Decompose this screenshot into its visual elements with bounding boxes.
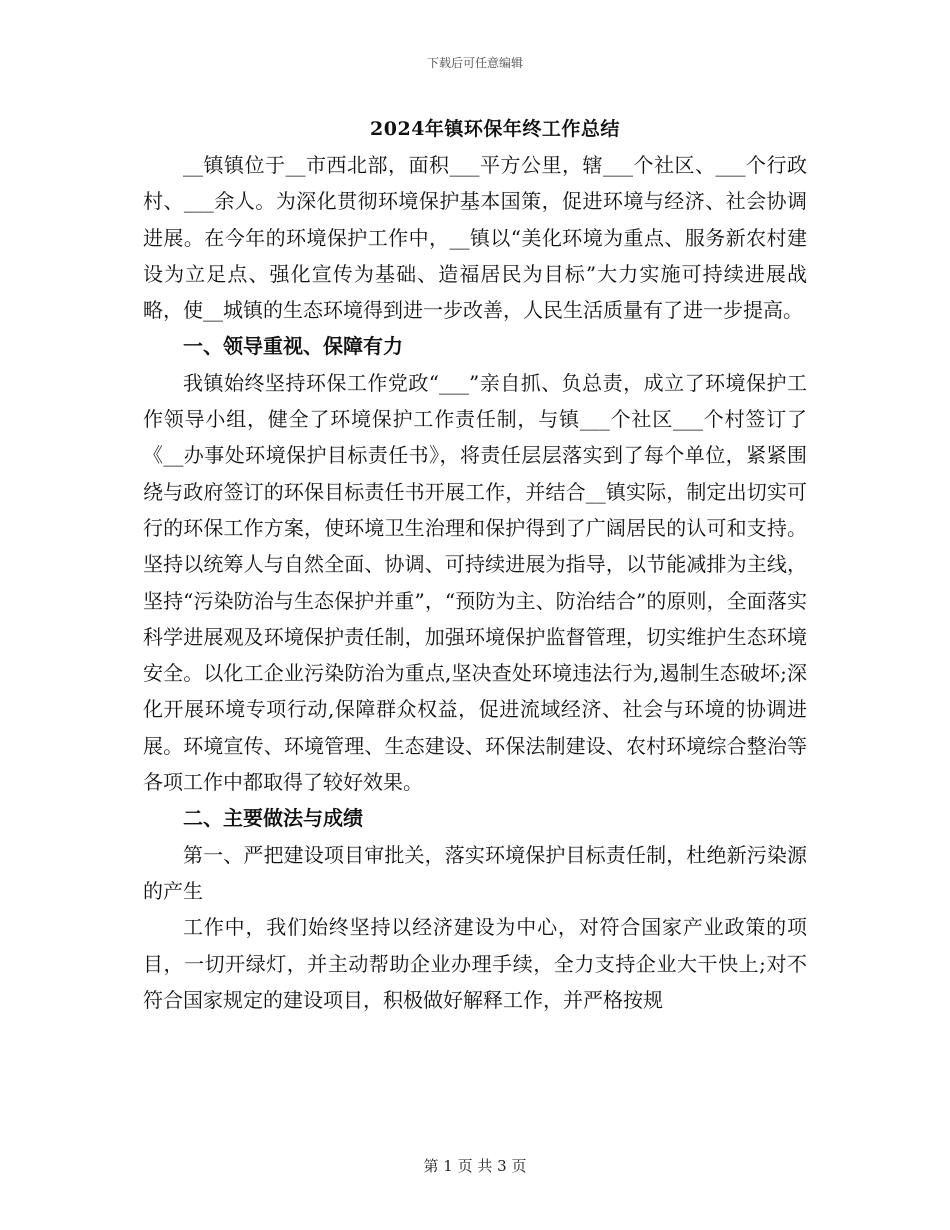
header-note: 下载后可任意编辑 [426,56,523,70]
section-heading-1: 一、领导重视、保障有力 [183,334,403,359]
section-heading-2: 二、主要做法与成绩 [183,806,363,831]
section-1-paragraph: 我镇始终坚持环保工作党政“___”亲自抓、负总责，成立了环境保护工作领导小组，健全了环境保护工作责任制，与镇___个社区___个村签订了《__办事处环境保护目标责任书》，将责任层层落实到了每个单位，紧紧围绕与政府签订的环保目标责任书开展工作，并结合__镇实际，制定出切实可行的环保工作方案，使环境卫生治理和保护得到了广阔居民的认可和支持。坚持以统筹人与自然全面、协调、可持续进展为指导，以节能减排为主线，坚持“污染防治与生态保护并重”，“预防为主、防治结合”的原则，全面落实科学进展观及环境保护责任制，加强环境保护监督管理，切实维护生态环境安全。以化工企业污染防治为重点,坚决查处环境违法行为,遏制生态破坏;深化开展环境专项行动,保障群众权益，促进流域经济、社会与环境的协调进展。环境宣传、环境管理、生态建设、环保法制建设、农村环境综合整治等各项工作中都取得了较好效果。 [143,370,807,795]
document-title: 2024年镇环保年终工作总结 [370,118,620,140]
subsection-1-paragraph: 工作中，我们始终坚持以经济建设为中心，对符合国家产业政策的项目，一切开绿灯，并主动帮助企业办理手续，全力支持企业大干快上;对不符合国家规定的建设项目，积极做好解释工作，并严格按规 [143,915,807,1012]
subsection-1-title: 第一、严把建设项目审批关，落实环境保护目标责任制，杜绝新污染源的产生 [143,842,807,903]
document-body [143,147,807,1018]
page-footer: 第 1 页 共 3 页 [423,1157,527,1175]
intro-paragraph: __镇镇位于__市西北部，面积___平方公里，辖___个社区、___个行政村、___余人。为深化贯彻环境保护基本国策，促进环境与经济、社会协调进展。在今年的环境保护工作中，__镇以“美化环境为重点、服务新农村建设为立足点、强化宣传为基础、造福居民为目标”大力实施可持续进展战略，使__城镇的生态环境得到进一步改善，人民生活质量有了进一步提高。 [143,153,807,323]
